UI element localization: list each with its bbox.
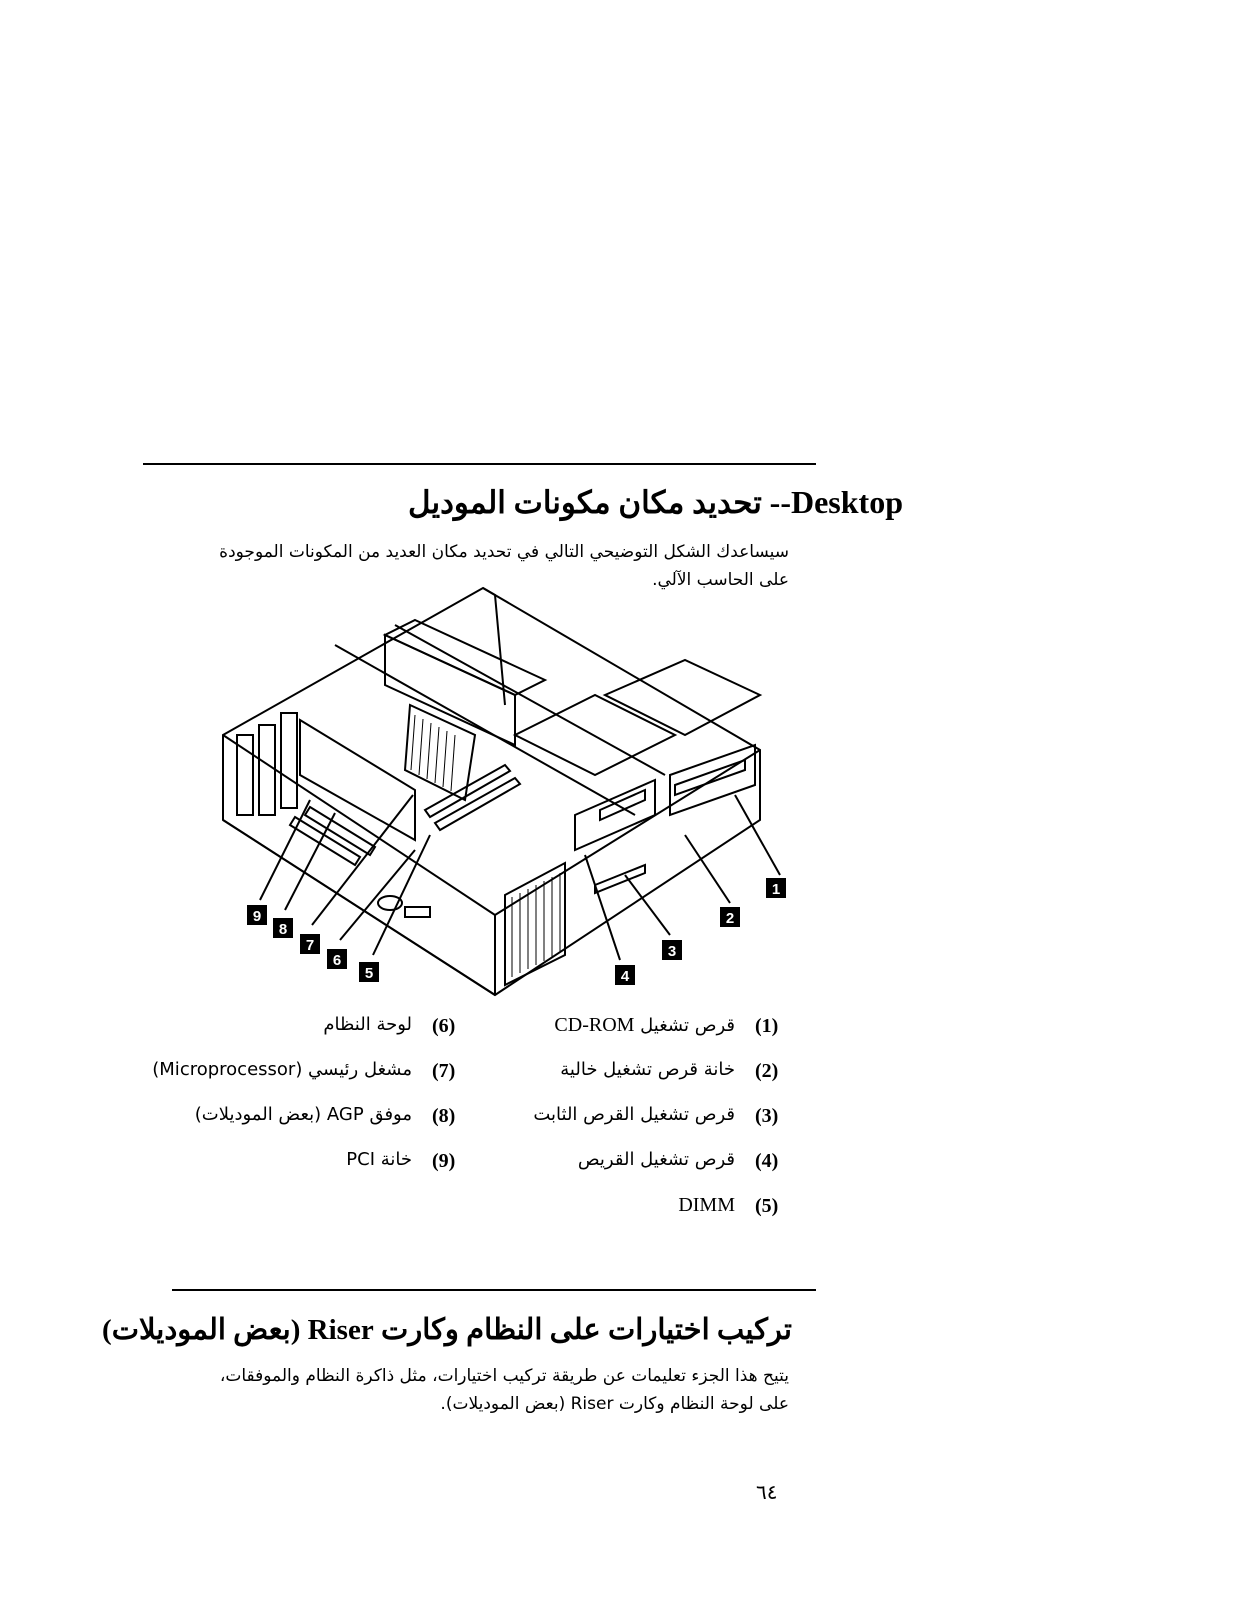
diagram-label-9: 9 — [252, 908, 262, 925]
legend-num-2: (2) — [755, 1060, 779, 1082]
section-title — [408, 484, 903, 521]
computer-components-diagram — [215, 585, 805, 1000]
section2-title: تركيب اختيارات على النظام وكارت Riser (بعض الموديلات) — [102, 1314, 792, 1346]
section2-line-2: على لوحة النظام وكارت Riser (بعض الموديلات). — [440, 1394, 789, 1414]
intro-line-2: على الحاسب الآلي. — [652, 570, 789, 590]
legend-label-1-ar: قرص تشغيل — [640, 1015, 735, 1036]
legend-label-4 — [578, 1149, 735, 1170]
diagram-label-6: 6 — [332, 952, 342, 969]
legend-label-7: مشغل رئيسي (Microprocessor) — [152, 1059, 412, 1080]
legend-label-4-ar: قرص تشغيل القريص — [577, 1149, 735, 1170]
legend-num-6: (6) — [432, 1015, 456, 1037]
legend-label-8: موفق AGP (بعض الموديلات) — [194, 1104, 412, 1125]
legend-label-3 — [533, 1104, 735, 1125]
legend-label-5 — [678, 1194, 735, 1217]
legend-label-3-ar: قرص تشغيل القرص الثابت — [533, 1104, 735, 1125]
legend-num-5: (5) — [755, 1195, 779, 1217]
section-rule-bottom — [172, 1289, 816, 1291]
diagram-label-3: 3 — [667, 943, 677, 960]
diagram-label-5: 5 — [364, 965, 374, 982]
legend-num-3: (3) — [755, 1105, 779, 1127]
page-number: ٦٤ — [756, 1480, 778, 1504]
legend-label-5-en: DIMM — [678, 1194, 735, 1216]
legend-num-9: (9) — [432, 1150, 456, 1172]
diagram-label-4: 4 — [620, 968, 630, 985]
diagram-label-7: 7 — [305, 937, 315, 954]
legend-num-1: (1) — [755, 1015, 779, 1037]
section2-paragraph — [220, 1362, 789, 1418]
section2-line-1: يتيح هذا الجزء تعليمات عن طريقة تركيب اختيارات، مثل ذاكرة النظام والموفقات، — [219, 1366, 789, 1386]
diagram-label-8: 8 — [278, 921, 288, 938]
section-rule-top — [143, 463, 816, 465]
legend-label-1 — [554, 1014, 735, 1037]
legend-label-2 — [560, 1059, 735, 1080]
legend-num-8: (8) — [432, 1105, 456, 1127]
diagram-label-1: 1 — [771, 881, 781, 898]
legend-label-2-ar: خانة قرص تشغيل خالية — [560, 1059, 735, 1080]
section-title-arabic: تحديد مكان مكونات الموديل — [408, 485, 762, 520]
legend-label-9: خانة PCI — [346, 1149, 412, 1170]
diagram-label-2: 2 — [725, 910, 735, 927]
legend-label-6: لوحة النظام — [323, 1014, 412, 1035]
legend-num-7: (7) — [432, 1060, 456, 1082]
intro-line-1: سيساعدك الشكل التوضيحي التالي في تحديد مكان العديد من المكونات الموجودة — [219, 542, 789, 562]
legend-num-4: (4) — [755, 1150, 779, 1172]
legend-label-1-en: CD-ROM — [554, 1014, 635, 1036]
section-title-latin: Desktop-- — [769, 484, 903, 520]
